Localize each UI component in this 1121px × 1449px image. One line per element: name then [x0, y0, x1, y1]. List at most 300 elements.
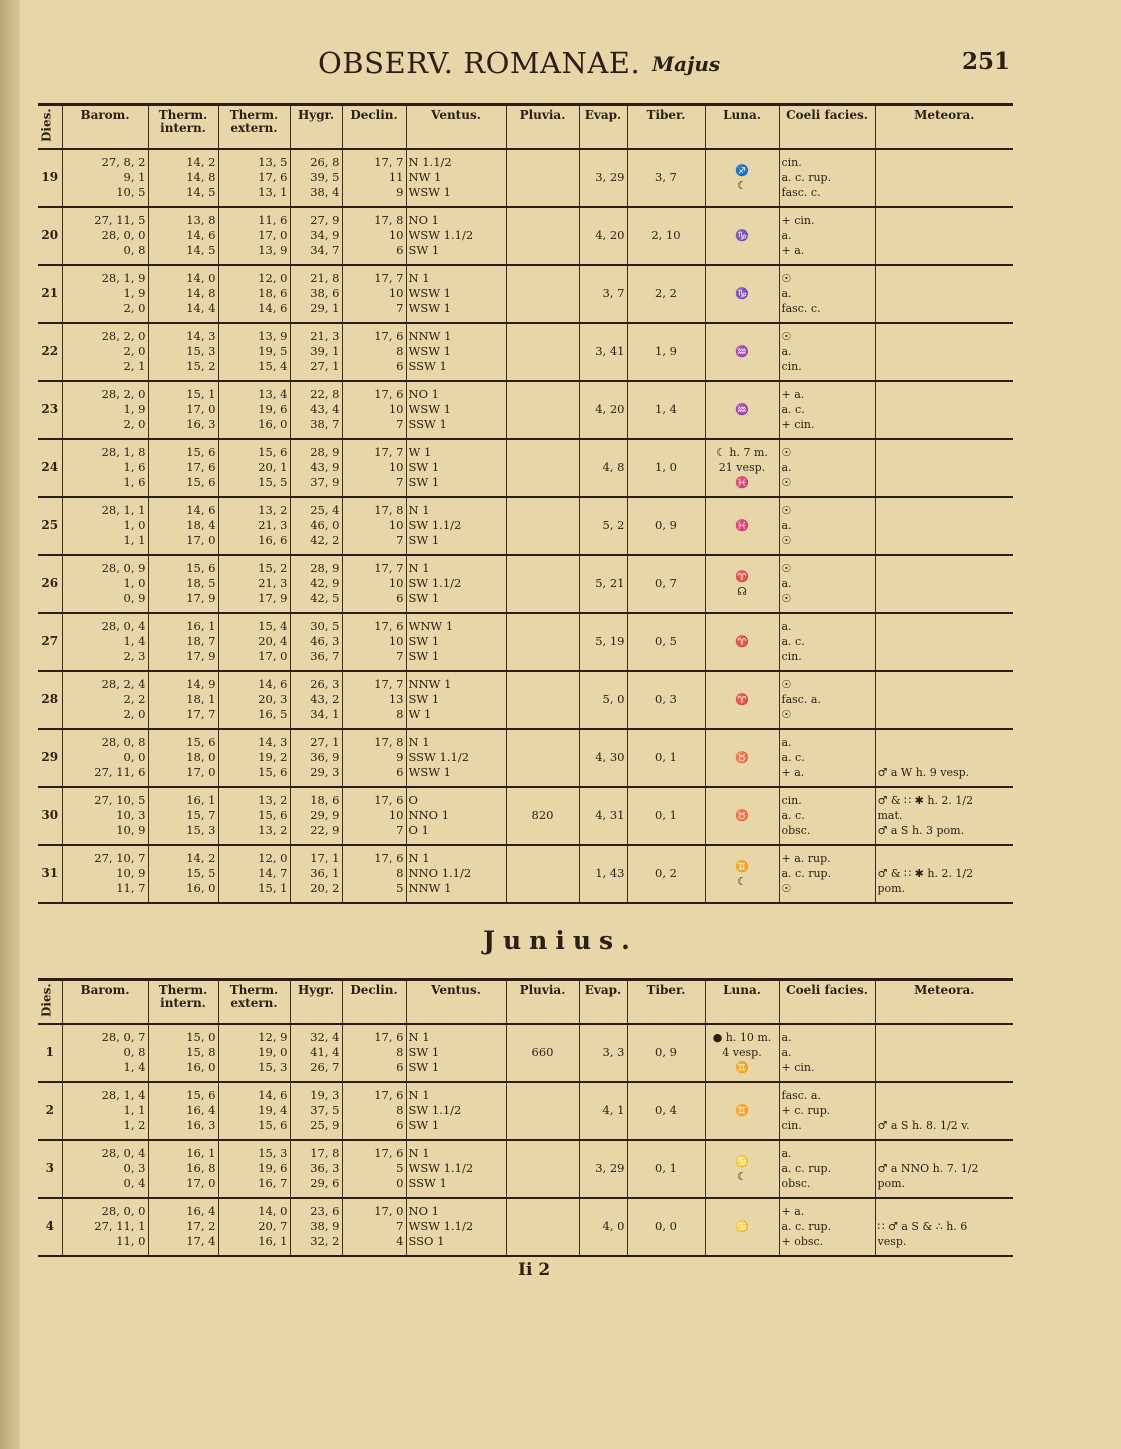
day-number: 20 [38, 207, 62, 265]
therm-extern-cell [218, 149, 290, 207]
declination-cell-value: 17, 8 [374, 503, 404, 517]
barometer-cell-value: 27, 11, 6 [94, 765, 146, 779]
wind-cell [406, 1082, 506, 1140]
declination-cell-value: 17, 6 [374, 329, 404, 343]
rain-cell [506, 265, 579, 323]
barometer-cell-value: 28, 0, 4 [101, 1146, 146, 1160]
moon-cell-value: ♋ [735, 1154, 749, 1168]
therm-intern-cell-value: 14, 5 [186, 185, 216, 199]
barometer-cell-value: 1, 0 [123, 576, 146, 590]
hygrometer-cell [290, 1140, 342, 1198]
therm-intern-cell [148, 1024, 218, 1082]
hygrometer-cell-value: 43, 4 [310, 402, 340, 416]
sky-cell [779, 613, 875, 671]
sky-cell-value: ☉ [781, 446, 792, 459]
therm-extern-cell-value: 16, 7 [258, 1176, 288, 1190]
sky-cell-value: ☉ [781, 678, 792, 691]
page-number: 251 [962, 48, 1011, 75]
declination-cell-value: 17, 0 [374, 1204, 404, 1218]
sky-cell-value: a. c. rup. [781, 867, 832, 880]
barometer-cell-value: 28, 0, 8 [101, 735, 146, 749]
meteora-cell-value [878, 1088, 1012, 1103]
moon-cell-value: ♉ [735, 809, 749, 822]
therm-intern-cell [148, 671, 218, 729]
declination-cell-value: 17, 7 [374, 155, 404, 169]
declination-cell [342, 439, 406, 497]
therm-extern-cell [218, 207, 290, 265]
hygrometer-cell-value: 29, 6 [310, 1176, 340, 1190]
moon-cell-value: ♊ [735, 1104, 749, 1117]
therm-extern-cell-value: 13, 9 [258, 243, 288, 257]
table-row [38, 497, 1013, 555]
wind-cell-value: SW 1 [408, 591, 440, 605]
therm-intern-cell-value: 14, 0 [186, 271, 216, 285]
wind-cell-value: SW 1 [408, 1118, 440, 1132]
therm-intern-cell-value: 16, 8 [186, 1161, 216, 1175]
therm-intern-cell [148, 323, 218, 381]
rain-cell: 820 [506, 787, 579, 845]
hygrometer-cell-value: 28, 9 [310, 561, 340, 575]
wind-cell-value: N 1 [408, 1030, 430, 1044]
meteora-cell [875, 381, 1013, 439]
hygrometer-cell-value: 29, 1 [310, 301, 340, 315]
therm-intern-cell-value: 14, 5 [186, 243, 216, 257]
hygrometer-cell-value: 32, 2 [310, 1234, 340, 1248]
barometer-cell [62, 1198, 148, 1256]
wind-cell-value: SSW 1.1/2 [408, 750, 470, 764]
sky-cell [779, 1140, 875, 1198]
therm-extern-cell-value: 15, 3 [258, 1146, 288, 1160]
barometer-cell [62, 207, 148, 265]
hygrometer-cell [290, 729, 342, 787]
hygrometer-cell-value: 25, 9 [310, 1118, 340, 1132]
hygrometer-cell-value: 46, 3 [310, 634, 340, 648]
sky-cell [779, 1024, 875, 1082]
barometer-cell [62, 729, 148, 787]
therm-extern-cell-value: 15, 2 [258, 561, 288, 575]
therm-extern-cell [218, 265, 290, 323]
hygrometer-cell [290, 555, 342, 613]
therm-intern-cell [148, 439, 218, 497]
rain-cell [506, 671, 579, 729]
declination-cell-value: 10 [388, 576, 404, 590]
day-number: 24 [38, 439, 62, 497]
therm-intern-cell-value: 17, 2 [186, 1219, 216, 1233]
therm-extern-cell-value: 11, 6 [258, 213, 288, 227]
column-header: Therm. intern. [148, 105, 218, 149]
hygrometer-cell-value: 22, 9 [310, 823, 340, 837]
rain-cell [506, 497, 579, 555]
therm-intern-cell-value: 15, 6 [186, 561, 216, 575]
therm-intern-cell-value: 17, 0 [186, 765, 216, 779]
therm-intern-cell [148, 1082, 218, 1140]
declination-cell [342, 1024, 406, 1082]
declination-cell-value: 8 [396, 707, 404, 721]
declination-cell-value: 7 [396, 649, 404, 663]
therm-extern-cell [218, 613, 290, 671]
therm-extern-cell-value: 12, 0 [258, 851, 288, 865]
hygrometer-cell-value: 30, 5 [310, 619, 340, 633]
sky-cell-value: a. c. rup. [781, 1220, 832, 1233]
barometer-cell-value: 1, 0 [123, 518, 146, 532]
wind-cell [406, 207, 506, 265]
day-number: 26 [38, 555, 62, 613]
evaporation-cell: 4, 8 [579, 439, 627, 497]
meteora-cell [875, 1140, 1013, 1198]
moon-cell-value: ♒ [735, 345, 749, 358]
therm-intern-cell-value: 14, 4 [186, 301, 216, 315]
tiber-cell: 0, 1 [627, 729, 705, 787]
day-number: 19 [38, 149, 62, 207]
declination-cell-value: 8 [396, 1045, 404, 1059]
therm-extern-cell-value: 15, 4 [258, 619, 288, 633]
therm-intern-cell [148, 381, 218, 439]
moon-cell [705, 149, 779, 207]
meteora-cell-value [878, 750, 1012, 765]
barometer-cell-value: 1, 1 [123, 1103, 146, 1117]
hygrometer-cell-value: 27, 9 [310, 213, 340, 227]
barometer-cell [62, 439, 148, 497]
therm-intern-cell [148, 207, 218, 265]
moon-cell-value: ♑ [735, 229, 749, 242]
day-number: 30 [38, 787, 62, 845]
hygrometer-cell-value: 17, 8 [310, 1146, 340, 1160]
declination-cell-value: 17, 7 [374, 445, 404, 459]
therm-extern-cell-value: 15, 1 [258, 881, 288, 895]
evaporation-cell: 5, 21 [579, 555, 627, 613]
declination-cell-value: 17, 6 [374, 619, 404, 633]
therm-intern-cell-value: 16, 4 [186, 1204, 216, 1218]
therm-extern-cell-value: 13, 5 [258, 155, 288, 169]
therm-extern-cell-value: 19, 2 [258, 750, 288, 764]
hygrometer-cell-value: 27, 1 [310, 735, 340, 749]
meteora-cell [875, 149, 1013, 207]
meteora-cell [875, 613, 1013, 671]
wind-cell-value: NNW 1 [408, 881, 452, 895]
declination-cell-value: 6 [396, 765, 404, 779]
therm-extern-cell [218, 381, 290, 439]
sky-cell-value: ☉ [781, 330, 792, 343]
wind-cell-value: SW 1 [408, 634, 440, 648]
tiber-cell: 0, 0 [627, 1198, 705, 1256]
tiber-cell: 0, 5 [627, 613, 705, 671]
wind-cell-value: N 1 [408, 503, 430, 517]
column-header: Hygr. [290, 105, 342, 149]
rain-cell: 660 [506, 1024, 579, 1082]
moon-cell [705, 1198, 779, 1256]
hygrometer-cell-value: 17, 1 [310, 851, 340, 865]
rain-cell [506, 381, 579, 439]
table-row [38, 613, 1013, 671]
meteora-cell-value: pom. [877, 1177, 906, 1190]
therm-extern-cell-value: 21, 3 [258, 576, 288, 590]
moon-cell [705, 613, 779, 671]
therm-intern-cell-value: 17, 4 [186, 1234, 216, 1248]
declination-cell-value: 6 [396, 591, 404, 605]
declination-cell [342, 381, 406, 439]
hygrometer-cell-value: 28, 9 [310, 445, 340, 459]
therm-intern-cell-value: 14, 6 [186, 503, 216, 517]
wind-cell [406, 265, 506, 323]
hygrometer-cell-value: 22, 8 [310, 387, 340, 401]
wind-cell-value: O [408, 793, 418, 807]
declination-cell-value: 10 [388, 286, 404, 300]
therm-extern-cell-value: 13, 2 [258, 793, 288, 807]
therm-extern-cell-value: 20, 3 [258, 692, 288, 706]
wind-cell-value: WSW 1.1/2 [408, 228, 474, 242]
sky-cell [779, 729, 875, 787]
moon-cell-value: ☊ [737, 584, 747, 598]
hygrometer-cell-value: 21, 3 [310, 329, 340, 343]
meteora-cell [875, 671, 1013, 729]
meteora-cell-value: ♂ a NNO h. 7. 1/2 [877, 1162, 979, 1175]
hygrometer-cell-value: 46, 0 [310, 518, 340, 532]
sky-cell-value: a. [781, 1046, 792, 1059]
column-header: Meteora. [875, 980, 1013, 1024]
therm-intern-cell-value: 18, 5 [186, 576, 216, 590]
therm-extern-cell-value: 14, 6 [258, 301, 288, 315]
wind-cell-value: SW 1 [408, 475, 440, 489]
meteora-cell [875, 207, 1013, 265]
therm-intern-cell-value: 17, 6 [186, 460, 216, 474]
signature-mark: Ii 2 [518, 1260, 551, 1280]
therm-intern-cell-value: 15, 5 [186, 866, 216, 880]
therm-extern-cell-value: 19, 0 [258, 1045, 288, 1059]
moon-cell-value: ♊ [735, 859, 749, 873]
table-row [38, 1140, 1013, 1198]
therm-intern-cell-value: 15, 6 [186, 735, 216, 749]
wind-cell-value: NNO 1 [408, 808, 450, 822]
declination-cell-value: 17, 7 [374, 561, 404, 575]
declination-cell [342, 1198, 406, 1256]
column-header: Luna. [705, 980, 779, 1024]
therm-extern-cell-value: 15, 6 [258, 808, 288, 822]
sky-cell-value: a. c. [781, 635, 805, 648]
therm-extern-cell-value: 13, 2 [258, 823, 288, 837]
sky-cell [779, 555, 875, 613]
declination-cell-value: 6 [396, 359, 404, 373]
declination-cell-value: 10 [388, 402, 404, 416]
hygrometer-cell [290, 613, 342, 671]
therm-extern-cell-value: 18, 6 [258, 286, 288, 300]
barometer-cell-value: 0, 9 [123, 591, 146, 605]
tiber-cell: 0, 4 [627, 1082, 705, 1140]
therm-extern-cell [218, 1198, 290, 1256]
declination-cell [342, 729, 406, 787]
meteora-cell-value: ∷ ♂ a S & ∴ h. 6 [877, 1220, 968, 1233]
sky-cell-value: + cin. [781, 418, 815, 431]
sky-cell-value: a. [781, 1031, 792, 1044]
table-row [38, 555, 1013, 613]
table-row [38, 381, 1013, 439]
barometer-cell-value: 28, 0, 0 [101, 228, 146, 242]
wind-cell [406, 613, 506, 671]
sky-cell-value: a. [781, 1147, 792, 1160]
therm-extern-cell-value: 14, 0 [258, 1204, 288, 1218]
tiber-cell: 0, 1 [627, 787, 705, 845]
column-header: Therm. extern. [218, 980, 290, 1024]
therm-extern-cell [218, 555, 290, 613]
barometer-cell-value: 1, 4 [123, 634, 146, 648]
therm-intern-cell-value: 17, 9 [186, 591, 216, 605]
table-row [38, 1024, 1013, 1082]
column-header: Coeli facies. [779, 980, 875, 1024]
barometer-cell-value: 11, 7 [116, 881, 146, 895]
barometer-cell-value: 1, 6 [123, 475, 146, 489]
wind-cell-value: W 1 [408, 445, 432, 459]
sky-cell-value: a. c. rup. [781, 171, 832, 184]
wind-cell-value: O 1 [408, 823, 429, 837]
therm-extern-cell-value: 14, 3 [258, 735, 288, 749]
hygrometer-cell-value: 38, 6 [310, 286, 340, 300]
meteora-cell [875, 323, 1013, 381]
column-header: Luna. [705, 105, 779, 149]
therm-intern-cell-value: 15, 0 [186, 1030, 216, 1044]
sky-cell-value: + cin. [781, 1061, 815, 1074]
barometer-cell-value: 10, 9 [116, 866, 146, 880]
therm-intern-cell [148, 787, 218, 845]
sky-cell [779, 207, 875, 265]
day-number: 29 [38, 729, 62, 787]
therm-intern-cell-value: 16, 0 [186, 1060, 216, 1074]
sky-cell-value: fasc. a. [781, 693, 821, 706]
meteora-cell [875, 1198, 1013, 1256]
sky-cell-value: ☉ [781, 882, 792, 895]
evaporation-cell: 4, 1 [579, 1082, 627, 1140]
column-header: Therm. intern. [148, 980, 218, 1024]
hygrometer-cell-value: 25, 4 [310, 503, 340, 517]
therm-intern-cell-value: 15, 7 [186, 808, 216, 822]
therm-extern-cell-value: 20, 1 [258, 460, 288, 474]
wind-cell-value: SW 1 [408, 243, 440, 257]
wind-cell [406, 671, 506, 729]
hygrometer-cell-value: 42, 5 [310, 591, 340, 605]
hygrometer-cell-value: 32, 4 [310, 1030, 340, 1044]
hygrometer-cell-value: 26, 8 [310, 155, 340, 169]
hygrometer-cell-value: 18, 6 [310, 793, 340, 807]
meteora-cell-value: ♂ & ∷ ✱ h. 2. 1/2 [877, 867, 974, 880]
wind-cell-value: SW 1 [408, 1060, 440, 1074]
table-row [38, 207, 1013, 265]
meteora-cell [875, 729, 1013, 787]
tiber-cell: 2, 10 [627, 207, 705, 265]
therm-intern-cell-value: 15, 1 [186, 387, 216, 401]
month-label: Majus [652, 52, 721, 76]
wind-cell [406, 787, 506, 845]
therm-intern-cell-value: 16, 3 [186, 1118, 216, 1132]
rain-cell [506, 149, 579, 207]
wind-cell-value: N 1.1/2 [408, 155, 452, 169]
barometer-cell-value: 10, 5 [116, 185, 146, 199]
hygrometer-cell [290, 787, 342, 845]
moon-cell-value: 21 vesp. [718, 461, 766, 474]
declination-cell-value: 10 [388, 518, 404, 532]
table-row [38, 265, 1013, 323]
declination-cell-value: 8 [396, 1103, 404, 1117]
hygrometer-cell-value: 20, 2 [310, 881, 340, 895]
meteora-cell-value: mat. [877, 809, 903, 822]
therm-intern-cell-value: 17, 0 [186, 1176, 216, 1190]
barometer-cell-value: 1, 9 [123, 286, 146, 300]
table-row [38, 323, 1013, 381]
hygrometer-cell [290, 207, 342, 265]
wind-cell-value: N 1 [408, 735, 430, 749]
therm-extern-cell-value: 15, 3 [258, 1060, 288, 1074]
meteora-cell-value: ♂ a W h. 9 vesp. [877, 766, 970, 779]
sky-cell-value: cin. [781, 650, 802, 663]
hygrometer-cell-value: 36, 7 [310, 649, 340, 663]
barometer-cell-value: 27, 11, 5 [94, 213, 146, 227]
therm-extern-cell-value: 19, 6 [258, 402, 288, 416]
meteora-cell [875, 439, 1013, 497]
therm-extern-cell-value: 15, 4 [258, 359, 288, 373]
therm-extern-cell [218, 1082, 290, 1140]
meteora-cell [875, 787, 1013, 845]
barometer-cell-value: 1, 9 [123, 402, 146, 416]
rain-cell [506, 439, 579, 497]
hygrometer-cell [290, 671, 342, 729]
meteora-cell [875, 555, 1013, 613]
declination-cell-value: 9 [396, 750, 404, 764]
sky-cell [779, 845, 875, 903]
moon-cell [705, 1024, 779, 1082]
tiber-cell: 2, 2 [627, 265, 705, 323]
barometer-cell-value: 10, 3 [116, 808, 146, 822]
declination-cell [342, 845, 406, 903]
day-number: 27 [38, 613, 62, 671]
hygrometer-cell-value: 37, 5 [310, 1103, 340, 1117]
therm-extern-cell-value: 15, 5 [258, 475, 288, 489]
column-header: Barom. [62, 105, 148, 149]
sky-cell [779, 671, 875, 729]
tiber-cell: 0, 9 [627, 497, 705, 555]
hygrometer-cell-value: 26, 7 [310, 1060, 340, 1074]
therm-intern-cell-value: 14, 2 [186, 851, 216, 865]
hygrometer-cell-value: 42, 9 [310, 576, 340, 590]
therm-intern-cell [148, 555, 218, 613]
sky-cell [779, 265, 875, 323]
moon-cell-value: ☾ [737, 874, 747, 888]
wind-cell-value: NNW 1 [408, 677, 452, 691]
sky-cell-value: cin. [781, 1119, 802, 1132]
therm-extern-cell-value: 19, 5 [258, 344, 288, 358]
therm-intern-cell-value: 16, 0 [186, 881, 216, 895]
evaporation-cell: 4, 20 [579, 381, 627, 439]
therm-extern-cell-value: 13, 9 [258, 329, 288, 343]
hygrometer-cell-value: 34, 7 [310, 243, 340, 257]
sky-cell-value: a. [781, 519, 792, 532]
declination-cell [342, 265, 406, 323]
declination-cell-value: 6 [396, 243, 404, 257]
moon-cell-value: ♉ [735, 751, 749, 764]
meteora-cell [875, 1024, 1013, 1082]
rain-cell [506, 323, 579, 381]
day-number: 2 [38, 1082, 62, 1140]
moon-cell [705, 207, 779, 265]
therm-intern-cell-value: 17, 9 [186, 649, 216, 663]
tiber-cell: 1, 0 [627, 439, 705, 497]
meteora-cell [875, 497, 1013, 555]
therm-intern-cell [148, 1198, 218, 1256]
wind-cell-value: SW 1 [408, 1045, 440, 1059]
barometer-cell-value: 2, 1 [123, 359, 146, 373]
declination-cell-value: 17, 7 [374, 677, 404, 691]
therm-extern-cell-value: 12, 9 [258, 1030, 288, 1044]
hygrometer-cell-value: 19, 3 [310, 1088, 340, 1102]
therm-intern-cell-value: 16, 3 [186, 417, 216, 431]
column-header: Coeli facies. [779, 105, 875, 149]
moon-cell [705, 497, 779, 555]
